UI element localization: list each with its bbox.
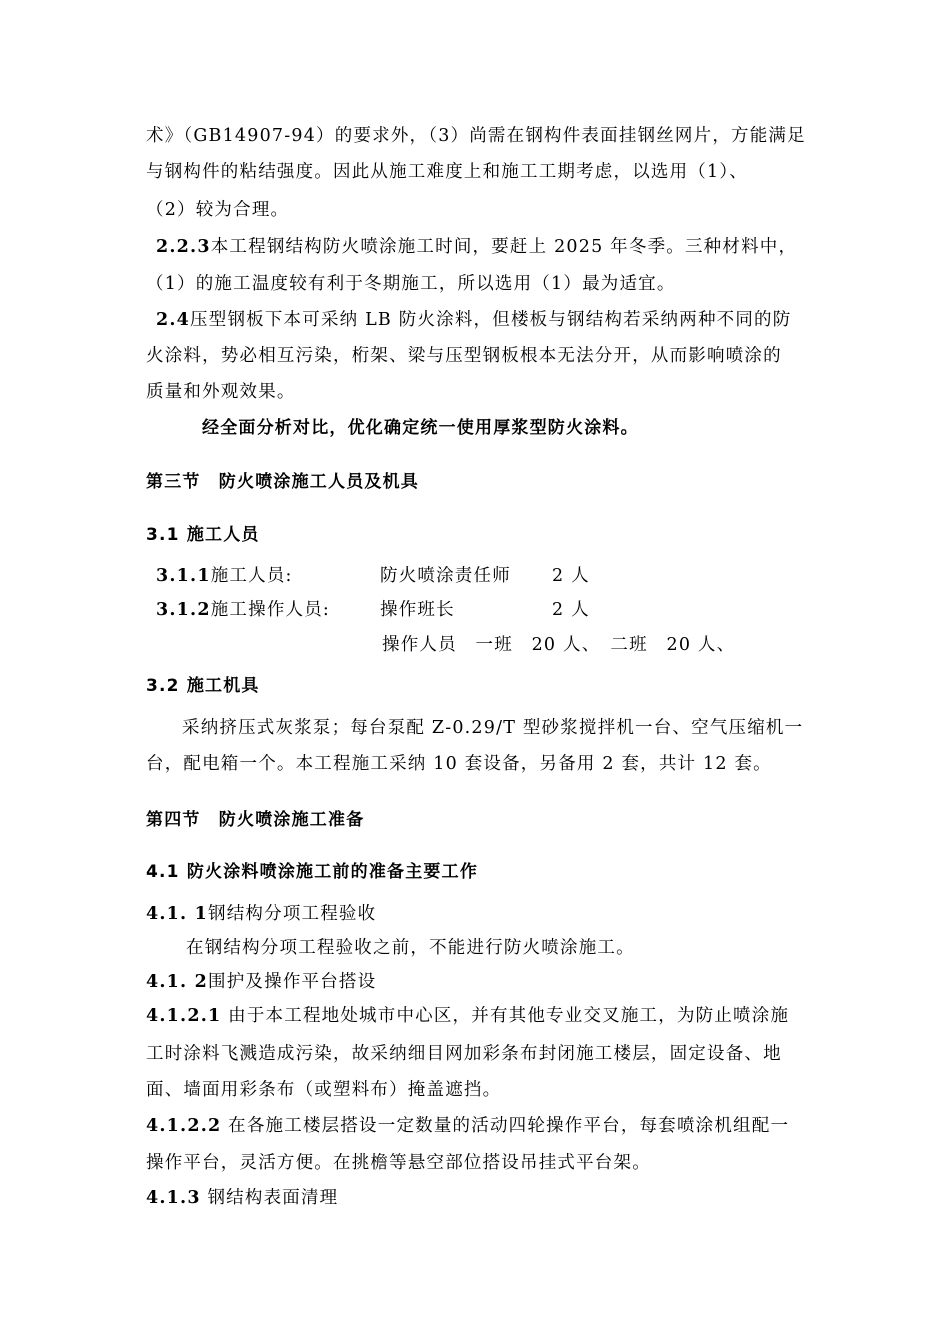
clause-2-4: [156, 308, 791, 332]
section-3-heading: 第三节 防火喷涂施工人员及机具: [146, 472, 419, 492]
clause-text: 围护及操作平台搭设: [208, 972, 377, 992]
staff-role: 操作班长: [380, 600, 455, 620]
clause-text: 由于本工程地处城市中心区，并有其他专业交叉施工，为防止喷涂施: [228, 1006, 790, 1026]
staff-row-3-1-2: [156, 598, 330, 622]
paragraph-line: 与钢构件的粘结强度。因此从施工难度上和施工工期考虑，以选用（1）、: [146, 162, 748, 182]
paragraph-line: （2）较为合理。: [146, 200, 290, 220]
paragraph-line: 台，配电箱一个。本工程施工采纳 10 套设备，另备用 2 套，共计 12 套。: [146, 754, 772, 774]
staff-count: 2 人: [552, 600, 590, 620]
clause-text: 本工程钢结构防火喷涂施工时间，要赶上 2025 年冬季。三种材料中，: [210, 237, 798, 257]
staff-role: 防火喷涂责任师: [380, 566, 511, 586]
clause-4-1-2-2: [146, 1114, 789, 1138]
paragraph-line: 火涂料，势必相互污染，桁架、梁与压型钢板根本无法分开，从而影响喷涂的: [146, 346, 782, 366]
clause-number: 4.1.2.2: [146, 1116, 222, 1136]
paragraph-line: 术》（GB14907-94）的要求外，（3）尚需在钢构件表面挂钢丝网片，方能满足: [146, 126, 806, 146]
clause-number: 3.1.2: [156, 600, 211, 620]
staff-count: 2 人: [552, 566, 590, 586]
staff-row-3-1-1: [156, 564, 293, 588]
paragraph-line: 采纳挤压式灰浆泵；每台泵配 Z-0.29/T 型砂浆搅拌机一台、空气压缩机一: [182, 718, 804, 738]
paragraph-line: 操作平台，灵活方便。在挑檐等悬空部位搭设吊挂式平台架。: [146, 1153, 651, 1173]
clause-4-1-1: [146, 902, 376, 926]
paragraph-line: 工时涂料飞溅造成污染，故采纳细目网加彩条布封闭施工楼层，固定设备、地: [146, 1044, 782, 1064]
paragraph-line: 在钢结构分项工程验收之前，不能进行防火喷涂施工。: [186, 938, 635, 958]
staff-operators: 操作人员 一班 20 人、 二班 20 人、: [382, 635, 736, 655]
subsection-3-1-heading: 3.1 施工人员: [146, 525, 260, 545]
clause-2-2-3: [156, 235, 797, 259]
staff-label: 施工人员:: [210, 566, 293, 586]
clause-4-1-3: [146, 1186, 338, 1210]
section-4-heading: 第四节 防火喷涂施工准备: [146, 810, 365, 830]
paragraph-line: 质量和外观效果。: [146, 382, 296, 402]
clause-number: 4.1. 2: [146, 972, 209, 992]
clause-4-1-2-1: [146, 1004, 789, 1028]
conclusion-text: 经全面分析对比，优化确定统一使用厚浆型防火涂料。: [202, 418, 639, 438]
subsection-3-2-heading: 3.2 施工机具: [146, 676, 260, 696]
staff-label: 施工操作人员:: [210, 600, 331, 620]
subsection-4-1-heading: 4.1 防火涂料喷涂施工前的准备主要工作: [146, 862, 479, 882]
clause-number: 4.1.2.1: [146, 1006, 222, 1026]
paragraph-line: 面、墙面用彩条布（或塑料布）掩盖遮挡。: [146, 1080, 502, 1100]
clause-number: 2.2.3: [156, 237, 211, 257]
clause-number: 4.1. 1: [146, 904, 209, 924]
clause-text: 钢结构表面清理: [207, 1188, 339, 1208]
clause-number: 4.1.3: [146, 1188, 201, 1208]
clause-text: 钢结构分项工程验收: [208, 904, 377, 924]
clause-text: 压型钢板下本可采纳 LB 防火涂料，但楼板与钢结构若采纳两种不同的防: [190, 310, 792, 330]
clause-number: 3.1.1: [156, 566, 211, 586]
clause-4-1-2: [146, 970, 376, 994]
clause-text: 在各施工楼层搭设一定数量的活动四轮操作平台，每套喷涂机组配一: [228, 1116, 790, 1136]
paragraph-line: （1）的施工温度较有利于冬期施工，所以选用（1）最为适宜。: [146, 274, 676, 294]
clause-number: 2.4: [156, 310, 191, 330]
